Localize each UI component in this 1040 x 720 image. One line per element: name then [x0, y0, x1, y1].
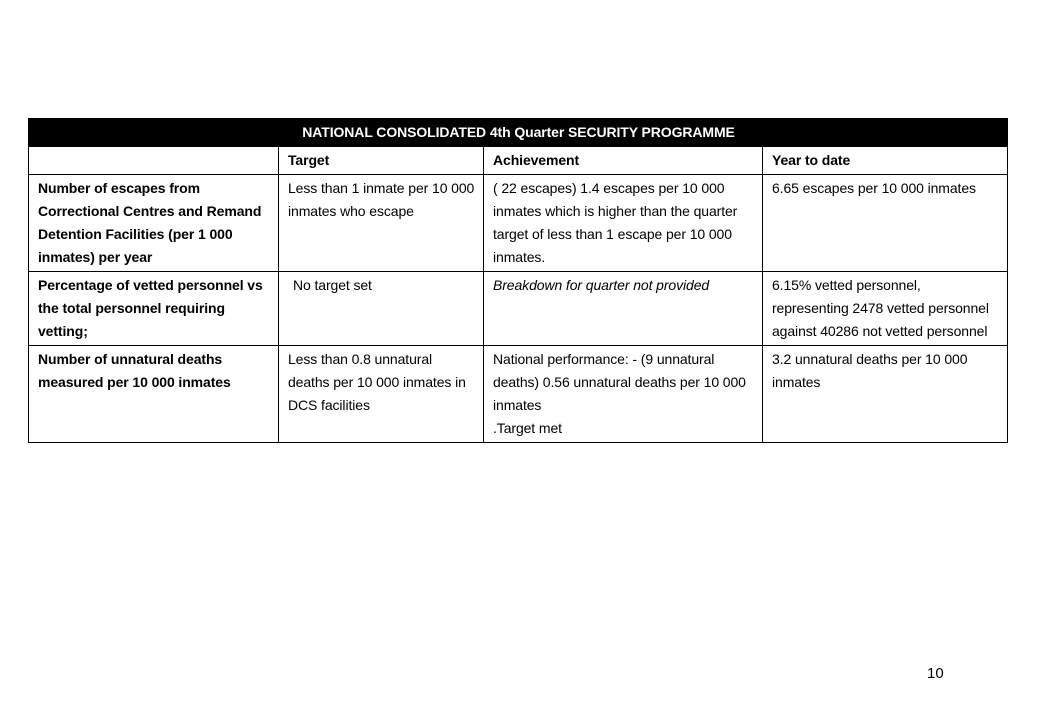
cell-achievement: Breakdown for quarter not provided: [484, 272, 763, 346]
header-cell-target: Target: [279, 147, 484, 175]
header-cell-empty: [29, 147, 279, 175]
table-row: [29, 272, 1008, 346]
table-row: [29, 175, 1008, 272]
cell-target: Less than 1 inmate per 10 000 inmates who escape: [279, 175, 484, 272]
cell-year-to-date: 6.65 escapes per 10 000 inmates: [763, 175, 1008, 272]
cell-achievement: ( 22 escapes) 1.4 escapes per 10 000 inmates which is higher than the quarter target of less than 1 escape per 10 000 inmates.: [484, 175, 763, 272]
cell-target: No target set: [279, 272, 484, 346]
security-programme-table: [28, 118, 1008, 443]
cell-year-to-date: 3.2 unnatural deaths per 10 000 inmates: [763, 346, 1008, 443]
cell-target: Less than 0.8 unnatural deaths per 10 000 inmates in DCS facilities: [279, 346, 484, 443]
achievement-text: National performance: - (9 unnatural deaths) 0.56 unnatural deaths per 10 000 inmates: [493, 351, 746, 413]
table-title: NATIONAL CONSOLIDATED 4th Quarter SECURITY PROGRAMME: [29, 119, 1008, 147]
row-label-escapes: Number of escapes from Correctional Centres and Remand Detention Facilities (per 1 000 inmates) per year: [29, 175, 279, 272]
header-cell-achievement: Achievement: [484, 147, 763, 175]
row-label-unnatural-deaths: Number of unnatural deaths measured per 10 000 inmates: [29, 346, 279, 443]
header-cell-year-to-date: Year to date: [763, 147, 1008, 175]
page-number: 10: [927, 665, 944, 682]
table-title-row: [29, 119, 1008, 147]
achievement-status: .Target met: [493, 420, 562, 436]
cell-year-to-date: 6.15% vetted personnel, representing 2478 vetted personnel against 40286 not vetted personnel: [763, 272, 1008, 346]
cell-achievement: [484, 346, 763, 443]
row-label-vetting: Percentage of vetted personnel vs the total personnel requiring vetting;: [29, 272, 279, 346]
table-row: [29, 346, 1008, 443]
table-header-row: [29, 147, 1008, 175]
